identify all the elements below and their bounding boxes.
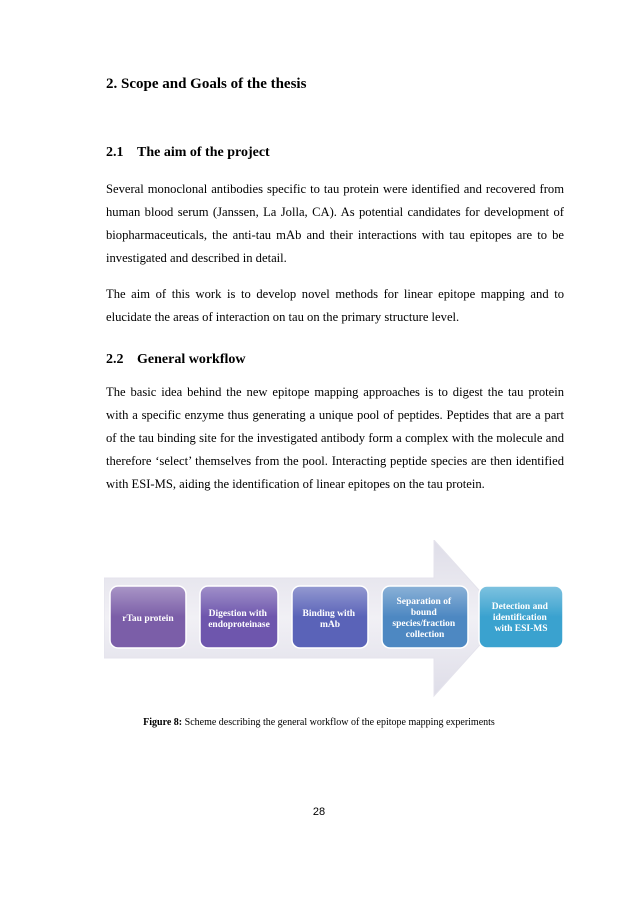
svg-text:Detection and identifica [492,602,551,634]
paragraph-workflow: The basic idea behind the new epitope mapping approaches is to digest the tau protein with a specific enzyme thus generating a unique pool of peptides. Peptides that are a part of the tau binding site for the investigated antibody form a complex with the molecule and therefore ‘select’ themselves from the pool. Interacting peptide species are then identified with ESI-MS, aiding the identification of linear epitopes on the tau protein. [106,385,564,491]
figure-caption-text: Scheme describing the general workflow of the epitope mapping experiments [182,717,495,728]
section-number: 2.2 [106,352,124,367]
svg-text:Digestion with endoprote [208,609,270,630]
workflow-step-4-line-4: collection [405,630,445,640]
section-number: 2.1 [106,145,124,160]
workflow-step-1-label: rTau protein [122,614,174,624]
workflow-step-5-line-1: Detection and [491,602,548,612]
workflow-step-5-line-3: with ESI-MS [494,624,548,634]
section-title: The aim of the project [137,145,270,160]
paragraph-aim-2: The aim of this work is to develop novel methods for linear epitope mapping and to elucidate the areas of interaction on tau on the primary structure level. [106,287,564,324]
workflow-step-4-line-2: bound [410,608,437,618]
paragraph-aim-1: Several monoclonal antibodies specific to tau protein were identified and recovered from human blood serum (Janssen, La Jolla, CA). As potential candidates for development of biopharmaceuticals, the anti-tau mAb and their interactions with tau epitopes are to be investigated and described in detail. [106,182,564,265]
workflow-step-3-line-2: mAb [319,620,341,630]
figure-caption [0,717,638,728]
workflow-step-5 [479,586,563,648]
workflow-step-5-line-2: identification [492,613,547,623]
figure-label: Figure 8: [143,717,183,728]
workflow-step-2 [200,586,278,648]
workflow-step-3 [292,586,368,648]
section-heading-2-2 [106,352,245,368]
workflow-step-1 [110,586,186,648]
workflow-step-4-line-3: species/fraction [392,619,456,629]
workflow-step-3-line-1: Binding with [302,609,356,619]
page-number: 28 [312,806,326,818]
workflow-step-4 [382,586,468,648]
section-heading-2-1 [106,145,270,161]
workflow-step-2-line-2: endoproteinase [208,620,270,630]
workflow-diagram [104,540,568,700]
workflow-step-4-line-1: Separation of [396,597,452,607]
workflow-step-2-line-1: Digestion with [208,609,267,619]
chapter-heading: 2. Scope and Goals of the thesis [106,76,307,92]
section-title: General workflow [137,352,246,367]
